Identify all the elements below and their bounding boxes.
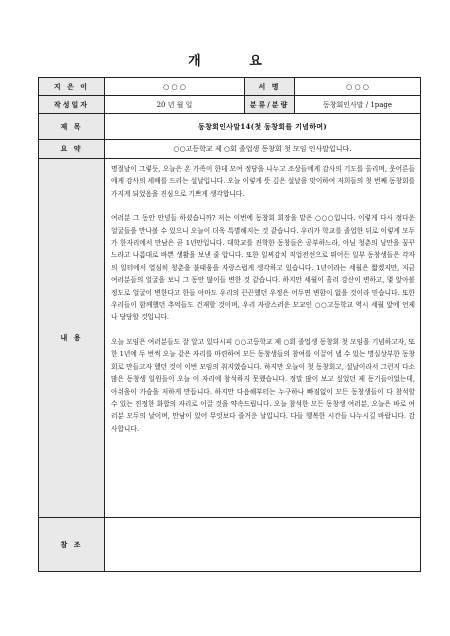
document-title: 개 요: [188, 54, 284, 69]
reference-value: [105, 518, 421, 572]
content-body: [105, 159, 421, 518]
reviewer-label: 서 명: [245, 78, 295, 96]
subject-value: 동창회인사말14(첫 동창회를 기념하며): [105, 114, 421, 140]
content-paragraph: 오늘 모임은 여러분들도 잘 알고 있다시피 ○○고등학교 제 ○회 졸업생 동창회 첫 모임을 기념하고자, 또한 1년에 두 번씩 오늘 같은 자리를 마련하여 모든 동창생들의 참여를 이끌어 낼 수 있는 명실상부한 동창회로 만들고자 했던 것이 이번 모임의 취지였습니다. 하지만 오늘이 첫 동창회고, 설날이라서 그런지 다소 많은 동창생 일원들이 오늘 이 자리에 참석하지 못했습니다. 정말 많이 보고 싶었던 제 동기들이었는데, 아쉬움이 가슴을 저하게 만듭니다. 하지만 다음해부터는 누구하나 빠짐없이 모든 동창생들이 다 참석할 수 있는 진정한 화합의 자리로 이끌 것을 약속드립니다. 오늘 참석한 모든 동창생 여러분, 오늘은 바로 여러분 모두의 날이며, 만남이 있어 무엇보다 즐거운 날입니다. 다들 행복한 시간들 나누시길 바랍니다. 감사합니다.: [111, 337, 415, 433]
author-value: ○ ○ ○: [105, 78, 245, 96]
content-paragraph: 명절날이 그렇듯, 오늘은 온 가족이 한데 모여 정담을 나누고 조상들에게 감사의 기도를 올리며, 웃어른들에게 감사의 세배를 드리는 설날입니다. 오늘 이렇게 뜻 깊은 설날을 맞이하여 저희들의 첫 번째 동창회를 가지게 되었음을 진심으로 기쁘게 생각합니다.: [111, 165, 415, 198]
reviewer-value: ○ ○ ○: [295, 78, 421, 96]
summary-label: 요 약: [39, 140, 105, 159]
date-label: 작성일자: [39, 96, 105, 114]
category-label: 분류/분량: [245, 96, 295, 114]
author-label: 지 은 이: [39, 78, 105, 96]
category-value: 동창회인사말 / 1page: [295, 96, 421, 114]
reference-label: 참 조: [39, 518, 105, 572]
summary-value: ○○고등학교 제 ○회 졸업생 동창회 첫 모임 인사말입니다.: [105, 140, 421, 159]
overview-form: [38, 77, 421, 572]
content-paragraph: 여러분 그 동안 안녕들 하셨습니까? 저는 이번에 동창회 회장을 맡은 ○○○입니다. 이렇게 다시 정다운 얼굴들을 만나볼 수 있으니 오늘이 더욱 특별해지는 것 같습니다. 우리가 학교를 졸업한 뒤로 이렇게 모두가 한자리에서 만남은 곧 1년만입니다. 대학교를 진학한 동창들은 공부하느라, 아님 청춘의 낭만을 꿈꾸느라고 나름대로 바쁜 생활을 보낸 줄 압니다. 또한 일찌감치 직업전선으로 뛰어든 일부 동창생들은 각자의 일터에서 열심히 청춘을 불태움을 자랑스럽게 생각하고 있습니다. 1년이라는 세월은 짧겠지만, 지금 여러분들의 얼굴을 보니 그 동안 많이들 변한 것 같습니다. 하지만 세월이 흘러 강산이 변하고, 몇 앞아볼 정도로 얼굴이 변한다고 한들 아마도 우리의 끈끈했던 우정은 어두면 변함이 없을 것이라 믿습니다. 또한 우리들이 함께했던 추억들도 건재할 것이며, 우리 자랑스러운 모교인 ○○고등학교 역시 세월 앞에 언제나 당당할 것입니다.: [111, 214, 415, 322]
date-value: 20 년 월 일: [105, 96, 245, 114]
subject-label: 제 목: [39, 114, 105, 140]
content-label: 내 용: [39, 159, 105, 518]
